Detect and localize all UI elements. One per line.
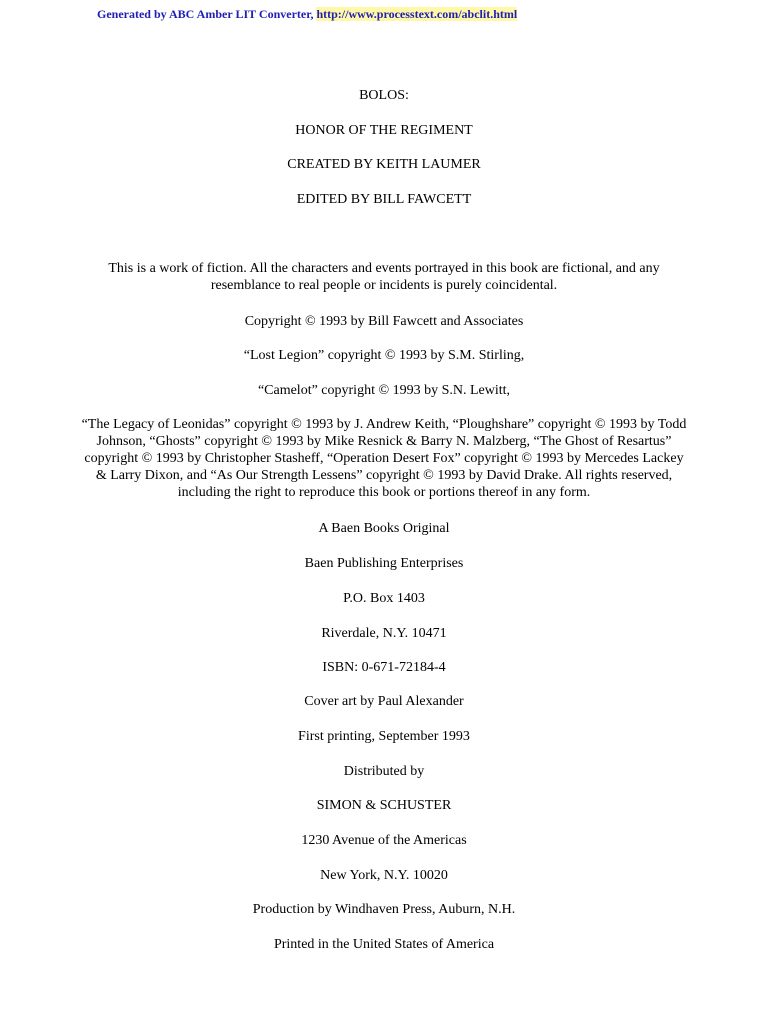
cover-art-credit: Cover art by Paul Alexander: [304, 694, 464, 709]
copyright-camelot: “Camelot” copyright © 1993 by S.N. Lewitt,: [257, 383, 511, 398]
generator-text: Generated by ABC Amber LIT Converter,: [97, 7, 314, 21]
fiction-disclaimer: This is a work of fiction. All the characters and events portrayed in this book are fictional, and any resemblance to real people or incidents is purely coincidental.: [108, 261, 660, 293]
series-title: BOLOS:: [359, 88, 409, 103]
edited-by: EDITED BY BILL FAWCETT: [296, 192, 472, 207]
converter-link[interactable]: http://www.processtext.com/abclit.html: [316, 7, 518, 21]
production-credit: Production by Windhaven Press, Auburn, N.H.: [252, 902, 516, 917]
first-printing: First printing, September 1993: [298, 729, 470, 744]
created-by: CREATED BY KEITH LAUMER: [287, 157, 481, 172]
distributed-by-label: Distributed by: [343, 764, 425, 779]
isbn: ISBN: 0-671-72184-4: [322, 660, 446, 675]
publisher-name: Baen Publishing Enterprises: [304, 556, 464, 571]
copyright-main: Copyright © 1993 by Bill Fawcett and Associates: [244, 314, 524, 329]
distributor-city: New York, N.Y. 10020: [320, 868, 448, 883]
publisher-city: Riverdale, N.Y. 10471: [321, 626, 447, 641]
printed-in: Printed in the United States of America: [273, 937, 495, 952]
distributor-name: SIMON & SCHUSTER: [316, 798, 452, 813]
converter-header: [97, 7, 517, 22]
baen-original: A Baen Books Original: [318, 521, 450, 536]
copyright-stories: “The Legacy of Leonidas” copyright © 1993 by J. Andrew Keith, “Ploughshare” copyright © 1993 by Todd Johnson, “Ghosts” copyright © 1993 by Mike Resnick & Barry N. Malzberg, “The Ghost of Resartus” copyright © 1993 by Christopher Stasheff, “Operation Desert Fox” copyright © 1993 by Mercedes Lackey & Larry Dixon, and “As Our Strength Lessens” copyright © 1993 by David Drake. All rights reserved, including the right to reproduce this book or portions thereof in any form.: [81, 417, 687, 500]
copyright-lost-legion: “Lost Legion” copyright © 1993 by S.M. Stirling,: [243, 348, 525, 363]
book-subtitle: HONOR OF THE REGIMENT: [295, 123, 473, 138]
distributor-street: 1230 Avenue of the Americas: [301, 833, 467, 848]
publisher-po-box: P.O. Box 1403: [343, 591, 425, 606]
